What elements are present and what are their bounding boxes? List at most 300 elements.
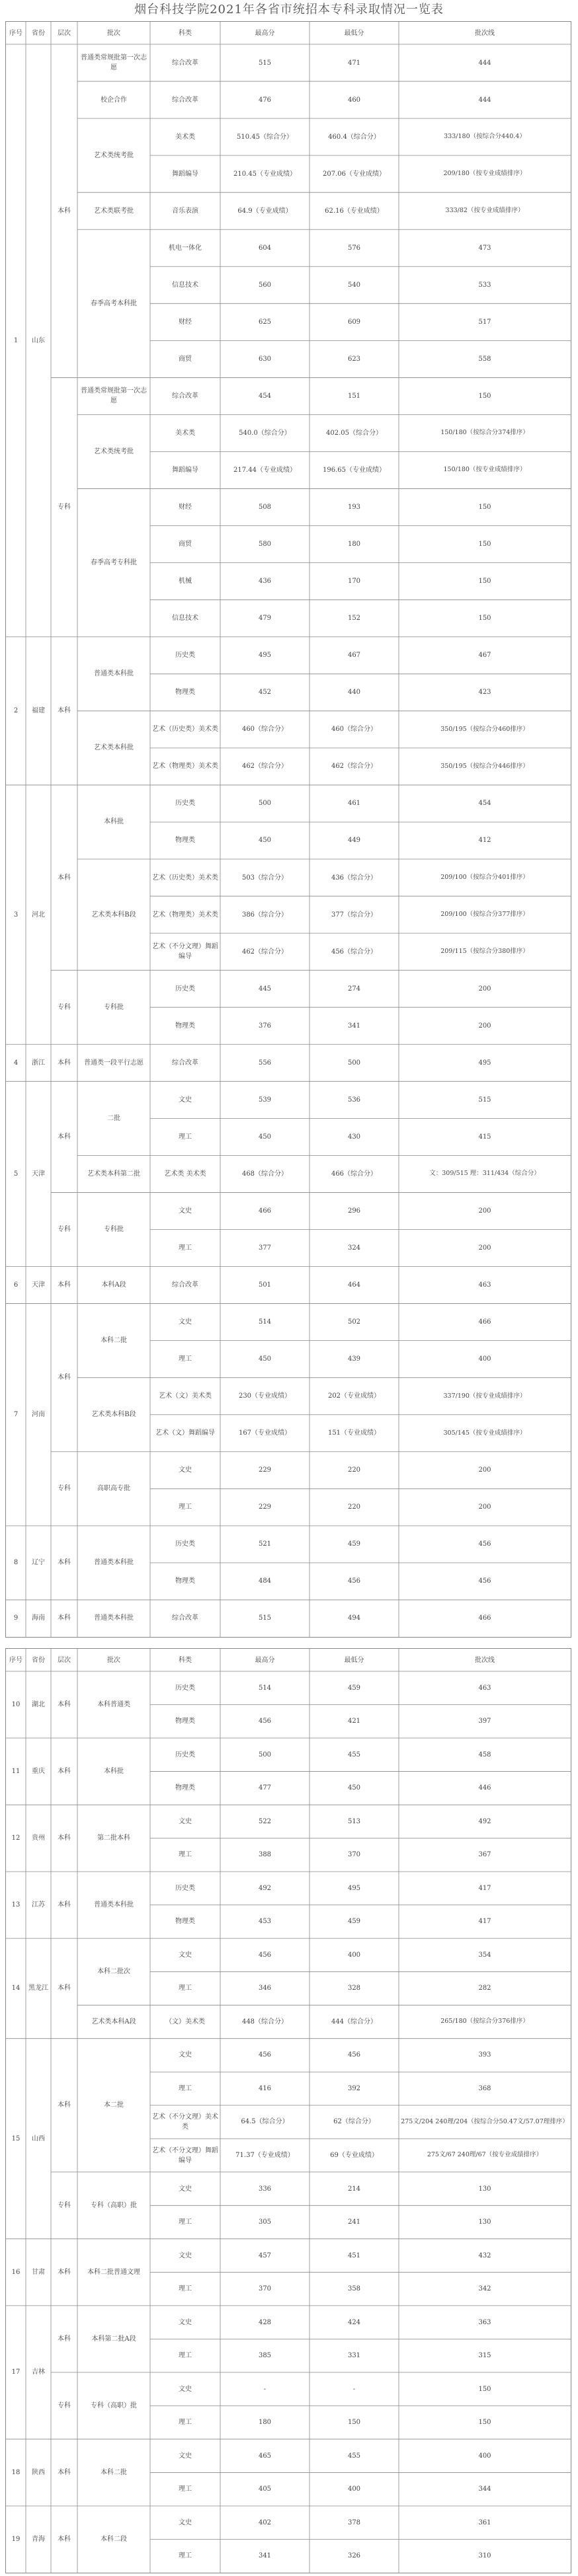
cell-control-line: 130 bbox=[478, 2218, 491, 2226]
cell-control-line: 354 bbox=[478, 1951, 491, 1959]
cell-min-score: 536 bbox=[347, 1096, 361, 1104]
cell-control-line: 130 bbox=[478, 2185, 491, 2193]
cell-control-line: 444 bbox=[478, 96, 491, 104]
cell-max-score: 436 bbox=[258, 578, 272, 586]
cell-max-score: 484 bbox=[258, 1577, 272, 1585]
cell-control-line: 397 bbox=[478, 1718, 491, 1725]
cell-max-score: 560 bbox=[258, 281, 272, 289]
cell-control-line: 209/100（按综合分401排序） bbox=[440, 873, 529, 881]
cell-level: 专科 bbox=[58, 2201, 71, 2209]
cell-control-line: 265/180（按综合分376排序） bbox=[440, 2018, 529, 2026]
header-batch: 批次 bbox=[107, 29, 120, 37]
cell-control-line: 150 bbox=[478, 2419, 491, 2427]
cell-control-line: 533 bbox=[478, 281, 491, 289]
cell-seq: 4 bbox=[13, 1059, 19, 1067]
cell-control-line: 393 bbox=[478, 2051, 491, 2059]
cell-min-score: 464 bbox=[347, 1281, 361, 1289]
cell-max-score: 514 bbox=[258, 1684, 272, 1692]
header-batch: 批次 bbox=[107, 1656, 120, 1664]
header-max-score: 最高分 bbox=[255, 29, 275, 37]
cell-max-score: 515 bbox=[258, 1614, 272, 1622]
cell-subject: 理工 bbox=[179, 1851, 192, 1859]
cell-min-score: 424 bbox=[347, 2318, 361, 2326]
cell-min-score: 455 bbox=[347, 1751, 361, 1759]
cell-max-score: 370 bbox=[258, 2285, 272, 2293]
cell-batch: 本科普通类 bbox=[97, 1701, 130, 1709]
cell-min-score: 502 bbox=[347, 1318, 361, 1326]
cell-subject: 综合改革 bbox=[172, 59, 198, 67]
cell-max-score: 217.44（专业成绩） bbox=[233, 467, 296, 474]
cell-batch: 普通类一段平行志愿 bbox=[84, 1059, 144, 1067]
cell-subject: 物理类 bbox=[175, 1718, 195, 1725]
cell-max-score: 466 bbox=[258, 1207, 272, 1215]
cell-max-score: 210.45（专业成绩） bbox=[233, 170, 296, 178]
cell-batch: 本科二批次 bbox=[97, 1968, 130, 1976]
cell-min-score: 495 bbox=[347, 1884, 361, 1892]
cell-subject: 历史类 bbox=[175, 1540, 195, 1548]
cell-control-line: 361 bbox=[478, 2519, 491, 2526]
cell-control-line: 200 bbox=[478, 1244, 491, 1252]
cell-level: 本科 bbox=[58, 1059, 71, 1067]
cell-control-line: 517 bbox=[478, 318, 491, 326]
cell-max-score: 402 bbox=[258, 2519, 272, 2526]
cell-batch: 本科A段 bbox=[101, 1281, 126, 1289]
cell-level: 本科 bbox=[58, 1985, 71, 1992]
cell-seq: 1 bbox=[13, 336, 19, 344]
cell-subject: 艺术（不分文理）舞蹈编导 bbox=[152, 943, 218, 961]
cell-min-score: 331 bbox=[347, 2352, 361, 2360]
cell-batch: 本科第二批A段 bbox=[91, 2335, 136, 2343]
cell-control-line: 423 bbox=[478, 689, 491, 697]
cell-control-line: 209/100（按综合分377排序） bbox=[440, 910, 529, 918]
cell-max-score: 336 bbox=[258, 2185, 272, 2193]
cell-province: 重庆 bbox=[32, 1768, 45, 1776]
cell-control-line: 275文/204 240理/204（按综合分50.47文/57.07理排序） bbox=[401, 2117, 569, 2125]
cell-control-line: 200 bbox=[478, 1466, 491, 1474]
cell-min-score: 609 bbox=[347, 318, 361, 326]
cell-subject: 音乐表演 bbox=[172, 207, 198, 215]
cell-max-score: 341 bbox=[258, 2552, 272, 2560]
header-province: 省份 bbox=[32, 1656, 45, 1664]
cell-max-score: 501 bbox=[258, 1281, 272, 1289]
cell-subject: 理工 bbox=[179, 2419, 192, 2427]
cell-min-score: 358 bbox=[347, 2285, 361, 2293]
cell-control-line: 200 bbox=[478, 1022, 491, 1030]
cell-min-score: 400 bbox=[347, 1951, 361, 1959]
cell-seq: 7 bbox=[13, 1411, 19, 1419]
header-min-score: 最低分 bbox=[344, 1656, 364, 1664]
cell-min-score: 392 bbox=[347, 2084, 361, 2092]
cell-control-line: 337/190（按专业成绩排序） bbox=[443, 1392, 526, 1400]
cell-max-score: 460（综合分） bbox=[241, 726, 288, 734]
cell-seq: 2 bbox=[13, 707, 19, 715]
cell-max-score: 454 bbox=[258, 392, 272, 400]
cell-batch: 本科二批 bbox=[101, 1337, 127, 1345]
cell-min-score: 402.05（综合分） bbox=[326, 429, 382, 437]
cell-batch: 普通类本科批 bbox=[94, 1901, 134, 1909]
cell-subject: 历史类 bbox=[175, 1884, 195, 1892]
cell-max-score: 521 bbox=[258, 1540, 272, 1548]
cell-min-score: 439 bbox=[347, 1355, 361, 1363]
cell-subject: 历史类 bbox=[175, 1684, 195, 1692]
cell-subject: 综合改革 bbox=[172, 1281, 198, 1289]
page-title: 烟台科技学院2021年各省市统招本专科录取情况一览表 bbox=[134, 3, 444, 17]
cell-max-score: 64.5（综合分） bbox=[241, 2118, 289, 2126]
cell-control-line: 417 bbox=[478, 1884, 491, 1892]
cell-batch: 本科二批 bbox=[101, 2468, 127, 2476]
cell-level: 本科 bbox=[58, 874, 71, 882]
cell-max-score: 503（综合分） bbox=[241, 874, 288, 882]
cell-control-line: 150 bbox=[478, 392, 491, 400]
cell-control-line: 200 bbox=[478, 985, 491, 993]
cell-min-score: 576 bbox=[347, 244, 361, 252]
cell-subject: 财经 bbox=[179, 318, 192, 326]
cell-max-score: 556 bbox=[258, 1059, 272, 1067]
cell-control-line: 282 bbox=[478, 1985, 491, 1992]
cell-control-line: 515 bbox=[478, 1096, 491, 1104]
cell-control-line: 275文/67 240理/67（按专业成绩排序） bbox=[427, 2151, 543, 2159]
cell-subject: 艺术类 美术类 bbox=[164, 1170, 206, 1178]
cell-level: 本科 bbox=[58, 1835, 71, 1842]
cell-subject: 物理类 bbox=[175, 1784, 195, 1792]
header-min-score: 最低分 bbox=[344, 29, 364, 37]
cell-max-score: 492 bbox=[258, 1884, 272, 1892]
cell-batch: 专科（高职）批 bbox=[91, 2402, 137, 2409]
cell-min-score: 326 bbox=[347, 2552, 361, 2560]
cell-max-score: 448（综合分） bbox=[241, 2018, 288, 2026]
cell-subject: 美术类 bbox=[175, 429, 195, 437]
cell-max-score: 456 bbox=[258, 2051, 272, 2059]
cell-min-score: 466（综合分） bbox=[331, 1170, 378, 1178]
cell-max-score: 386（综合分） bbox=[241, 911, 288, 919]
cell-min-score: 436（综合分） bbox=[331, 874, 378, 882]
cell-min-score: 460 bbox=[347, 96, 361, 104]
cell-control-line: 473 bbox=[478, 244, 491, 252]
cell-control-line: 444 bbox=[478, 59, 491, 67]
cell-min-score: 540 bbox=[347, 281, 361, 289]
cell-min-score: 459 bbox=[347, 1684, 361, 1692]
cell-max-score: 450 bbox=[258, 1133, 272, 1141]
cell-seq: 13 bbox=[11, 1901, 21, 1909]
cell-province: 浙江 bbox=[32, 1059, 45, 1067]
cell-subject: 理工 bbox=[179, 2352, 192, 2360]
cell-subject: 信息技术 bbox=[172, 281, 198, 289]
cell-control-line: 344 bbox=[478, 2485, 491, 2493]
cell-min-score: 62.16（专业成绩） bbox=[325, 207, 384, 215]
header-seq: 序号 bbox=[9, 1656, 22, 1664]
cell-batch: 高职高专批 bbox=[97, 1485, 130, 1493]
cell-subject: 文史 bbox=[179, 1817, 192, 1825]
cell-control-line: 200 bbox=[478, 1503, 491, 1511]
cell-subject: 文史 bbox=[179, 2051, 192, 2059]
cell-batch: 普通类本科批 bbox=[94, 1614, 134, 1622]
cell-subject: 理工 bbox=[179, 2285, 192, 2293]
cell-subject: 综合改革 bbox=[172, 392, 198, 400]
cell-min-score: 202（专业成绩） bbox=[327, 1392, 381, 1400]
cell-province: 黑龙江 bbox=[28, 1985, 48, 1992]
cell-batch: 第二批本科 bbox=[97, 1835, 130, 1842]
cell-max-score: 465 bbox=[258, 2452, 272, 2460]
cell-batch: 专科批 bbox=[104, 1003, 124, 1011]
cell-min-score: 341 bbox=[347, 1022, 361, 1030]
cell-min-score: 324 bbox=[347, 1244, 361, 1252]
cell-max-score: 405 bbox=[258, 2485, 272, 2493]
cell-level: 本科 bbox=[58, 1901, 71, 1909]
cell-min-score: 377（综合分） bbox=[331, 911, 378, 919]
cell-min-score: 450 bbox=[347, 1784, 361, 1792]
cell-subject: 文史 bbox=[179, 2452, 192, 2460]
cell-min-score: 513 bbox=[347, 1817, 361, 1825]
cell-seq: 15 bbox=[11, 2135, 21, 2142]
cell-control-line: 333/82（按专业成绩排序） bbox=[445, 207, 524, 215]
cell-subject: 文史 bbox=[179, 1951, 192, 1959]
cell-max-score: 229 bbox=[258, 1503, 272, 1511]
cell-subject: 文史 bbox=[179, 2385, 192, 2393]
cell-max-score: 462（综合分） bbox=[241, 763, 288, 771]
cell-control-line: 368 bbox=[478, 2084, 491, 2092]
cell-level: 本科 bbox=[58, 2268, 71, 2276]
cell-batch: 专科（高职）批 bbox=[91, 2201, 137, 2209]
cell-subject: 理工 bbox=[179, 1503, 192, 1511]
cell-batch: 艺术类本科B段 bbox=[91, 911, 136, 919]
cell-subject: 理工 bbox=[179, 1133, 192, 1141]
cell-subject: 理工 bbox=[179, 2552, 192, 2560]
cell-control-line: 150 bbox=[478, 504, 491, 511]
cell-batch: 专科批 bbox=[104, 1225, 124, 1233]
cell-seq: 11 bbox=[11, 1768, 21, 1776]
cell-max-score: 71.37（专业成绩） bbox=[235, 2152, 294, 2159]
cell-province: 辽宁 bbox=[32, 1559, 45, 1567]
cell-max-score: 346 bbox=[258, 1985, 272, 1992]
cell-subject: 商贸 bbox=[179, 355, 192, 363]
header-level: 层次 bbox=[58, 1656, 71, 1664]
cell-max-score: 468（综合分） bbox=[241, 1170, 288, 1178]
cell-subject: 文史 bbox=[179, 1207, 192, 1215]
cell-min-score: 180 bbox=[347, 541, 361, 549]
cell-min-score: 151 bbox=[347, 392, 361, 400]
cell-min-score: 421 bbox=[347, 1718, 361, 1725]
cell-max-score: 500 bbox=[258, 800, 272, 808]
header-level: 层次 bbox=[58, 29, 71, 37]
cell-seq: 8 bbox=[13, 1559, 19, 1567]
cell-level: 专科 bbox=[58, 1225, 71, 1233]
cell-min-score: 196.65（专业成绩） bbox=[323, 467, 386, 474]
cell-max-score: 388 bbox=[258, 1851, 272, 1859]
cell-subject: 美术类 bbox=[175, 133, 195, 141]
cell-subject: 艺术（历史类）美术类 bbox=[152, 726, 218, 734]
header-max-score: 最高分 bbox=[255, 1656, 275, 1664]
cell-control-line: 363 bbox=[478, 2318, 491, 2326]
cell-batch: 普通类本科批 bbox=[94, 1559, 134, 1567]
header-subject: 科类 bbox=[179, 29, 192, 37]
cell-control-line: 492 bbox=[478, 1817, 491, 1825]
cell-control-line: 454 bbox=[478, 800, 491, 808]
cell-control-line: 400 bbox=[478, 1355, 491, 1363]
cell-province: 青海 bbox=[32, 2535, 45, 2543]
cell-level: 本科 bbox=[58, 1281, 71, 1289]
cell-max-score: 377 bbox=[258, 1244, 272, 1252]
cell-batch: 春季高考专科批 bbox=[91, 559, 137, 567]
cell-subject: （文）美术类 bbox=[165, 2018, 205, 2026]
cell-min-score: 455 bbox=[347, 2452, 361, 2460]
cell-max-score: 625 bbox=[258, 318, 272, 326]
cell-max-score: 180 bbox=[258, 2419, 272, 2427]
cell-max-score: 580 bbox=[258, 541, 272, 549]
cell-max-score: 604 bbox=[258, 244, 272, 252]
cell-control-line: 150/180（按专业成绩排序） bbox=[443, 466, 526, 474]
cell-min-score: 296 bbox=[347, 1207, 361, 1215]
cell-min-score: 451 bbox=[347, 2252, 361, 2259]
cell-control-line: 305/145（按专业成绩排序） bbox=[443, 1429, 526, 1437]
cell-control-line: 456 bbox=[478, 1577, 491, 1585]
cell-batch: 艺术类统考批 bbox=[94, 447, 134, 455]
cell-batch: 艺术类本科批 bbox=[94, 744, 134, 752]
cell-min-score: 69（专业成绩） bbox=[330, 2152, 378, 2159]
cell-control-line: 150 bbox=[478, 578, 491, 586]
cell-control-line: 333/180（按综合分440.4） bbox=[444, 132, 526, 140]
cell-level: 专科 bbox=[58, 504, 71, 511]
cell-min-score: 62（综合分） bbox=[333, 2118, 375, 2126]
cell-subject: 物理类 bbox=[175, 1577, 195, 1585]
cell-min-score: 193 bbox=[347, 504, 361, 511]
cell-seq: 19 bbox=[11, 2535, 21, 2543]
cell-max-score: 630 bbox=[258, 355, 272, 363]
cell-province: 江苏 bbox=[32, 1901, 45, 1909]
cell-max-score: 510.45（综合分） bbox=[237, 133, 293, 141]
cell-seq: 14 bbox=[11, 1985, 21, 1992]
cell-level: 本科 bbox=[58, 707, 71, 715]
cell-seq: 10 bbox=[11, 1701, 21, 1709]
cell-subject: 文史 bbox=[179, 1466, 192, 1474]
cell-subject: 舞蹈编导 bbox=[172, 467, 198, 474]
cell-subject: 信息技术 bbox=[172, 615, 198, 623]
header-control-line: 批次线 bbox=[475, 29, 495, 37]
cell-subject: 物理类 bbox=[175, 837, 195, 845]
cell-subject: 艺术（文）美术类 bbox=[159, 1392, 212, 1400]
cell-seq: 5 bbox=[13, 1170, 19, 1178]
cell-subject: 艺术（历史类）美术类 bbox=[152, 874, 218, 882]
cell-subject: 理工 bbox=[179, 2218, 192, 2226]
cell-max-score: 456 bbox=[258, 1718, 272, 1725]
cell-max-score: 452 bbox=[258, 689, 272, 697]
cell-control-line: 350/195（按综合分446排序） bbox=[440, 762, 529, 770]
cell-subject: 艺术（不分文理）美术类 bbox=[152, 2113, 218, 2131]
cell-level: 本科 bbox=[58, 2535, 71, 2543]
cell-province: 甘肃 bbox=[32, 2268, 45, 2276]
cell-max-score: 416 bbox=[258, 2084, 272, 2092]
cell-min-score: 430 bbox=[347, 1133, 361, 1141]
cell-subject: 文史 bbox=[179, 1318, 192, 1326]
cell-control-line: 367 bbox=[478, 1851, 491, 1859]
cell-province: 福建 bbox=[32, 707, 45, 715]
cell-max-score: 167（专业成绩） bbox=[238, 1429, 292, 1437]
cell-province: 贵州 bbox=[32, 1835, 45, 1842]
cell-subject: 艺术（不分文理）舞蹈编导 bbox=[152, 2146, 218, 2164]
cell-batch: 普通类常规批第一次志愿 bbox=[81, 387, 147, 405]
cell-batch: 艺术类本科A段 bbox=[91, 2018, 136, 2026]
cell-max-score: 428 bbox=[258, 2318, 272, 2326]
cell-subject: 商贸 bbox=[179, 541, 192, 549]
cell-control-line: 200 bbox=[478, 1207, 491, 1215]
cell-max-score: 500 bbox=[258, 1751, 272, 1759]
cell-control-line: 415 bbox=[478, 1133, 491, 1141]
cell-max-score: 462（综合分） bbox=[241, 948, 288, 956]
cell-min-score: 378 bbox=[347, 2519, 361, 2526]
cell-subject: 文史 bbox=[179, 2185, 192, 2193]
cell-min-score: 449 bbox=[347, 837, 361, 845]
cell-subject: 历史类 bbox=[175, 800, 195, 808]
cell-batch: 艺术类联考批 bbox=[94, 207, 134, 215]
cell-min-score: 459 bbox=[347, 1918, 361, 1926]
cell-control-line: 209/180（按专业成绩排序） bbox=[443, 170, 526, 178]
cell-seq: 18 bbox=[11, 2468, 21, 2476]
cell-max-score: 508 bbox=[258, 504, 272, 511]
cell-max-score: 514 bbox=[258, 1318, 272, 1326]
cell-min-score: 440 bbox=[347, 689, 361, 697]
cell-control-line: 466 bbox=[478, 1318, 491, 1326]
cell-subject: 文史 bbox=[179, 2519, 192, 2526]
cell-province: 河南 bbox=[32, 1411, 45, 1419]
cell-control-line: 150/180（按综合分374排序） bbox=[440, 429, 529, 437]
cell-province: 海南 bbox=[32, 1614, 45, 1622]
cell-min-score: 274 bbox=[347, 985, 361, 993]
cell-max-score: 64.9（专业成绩） bbox=[237, 207, 292, 215]
cell-subject: 艺术（物理类）美术类 bbox=[152, 763, 218, 771]
cell-subject: 综合改革 bbox=[172, 1614, 198, 1622]
cell-min-score: 461 bbox=[347, 800, 361, 808]
cell-min-score: 444（综合分） bbox=[331, 2018, 378, 2026]
cell-level: 专科 bbox=[58, 1003, 71, 1011]
cell-control-line: 463 bbox=[478, 1684, 491, 1692]
cell-batch: 艺术类本科第二批 bbox=[87, 1170, 140, 1178]
cell-min-score: 400 bbox=[347, 2485, 361, 2493]
cell-max-score: 456 bbox=[258, 1951, 272, 1959]
cell-subject: 历史类 bbox=[175, 985, 195, 993]
cell-subject: 艺术（文）舞蹈编导 bbox=[155, 1429, 215, 1437]
cell-subject: 理工 bbox=[179, 2084, 192, 2092]
cell-level: 本科 bbox=[58, 1701, 71, 1709]
cell-max-score: 230（专业成绩） bbox=[238, 1392, 292, 1400]
cell-province: 湖北 bbox=[32, 1701, 45, 1709]
cell-max-score: 540.0（综合分） bbox=[239, 429, 291, 437]
cell-subject: 理工 bbox=[179, 1985, 192, 1992]
cell-subject: 综合改革 bbox=[172, 96, 198, 104]
cell-subject: 机械 bbox=[179, 578, 192, 586]
cell-min-score: 214 bbox=[347, 2185, 361, 2193]
cell-level: 本科 bbox=[58, 2102, 71, 2109]
cell-subject: 文史 bbox=[179, 1096, 192, 1104]
admissions-table-part-2 bbox=[5, 1648, 571, 2573]
cell-subject: 理工 bbox=[179, 1244, 192, 1252]
cell-min-score: 241 bbox=[347, 2218, 361, 2226]
cell-control-line: 467 bbox=[478, 652, 491, 660]
cell-min-score: 456（综合分） bbox=[331, 948, 378, 956]
cell-min-score: 207.06（专业成绩） bbox=[323, 170, 386, 178]
cell-min-score: 494 bbox=[347, 1614, 361, 1622]
cell-seq: 6 bbox=[13, 1281, 19, 1289]
cell-control-line: 466 bbox=[478, 1614, 491, 1622]
cell-max-score: 539 bbox=[258, 1096, 272, 1104]
cell-control-line: 458 bbox=[478, 1751, 491, 1759]
cell-max-score: 479 bbox=[258, 615, 272, 623]
cell-control-line: 150 bbox=[478, 615, 491, 623]
cell-batch: 艺术类统考批 bbox=[94, 151, 134, 159]
cell-level: 本科 bbox=[58, 1133, 71, 1141]
cell-batch: 校企合作 bbox=[101, 96, 127, 104]
cell-min-score: 460（综合分） bbox=[331, 726, 378, 734]
page-break bbox=[0, 1638, 578, 1647]
cell-control-line: 文：309/515 理：311/434（综合分） bbox=[429, 1170, 540, 1178]
